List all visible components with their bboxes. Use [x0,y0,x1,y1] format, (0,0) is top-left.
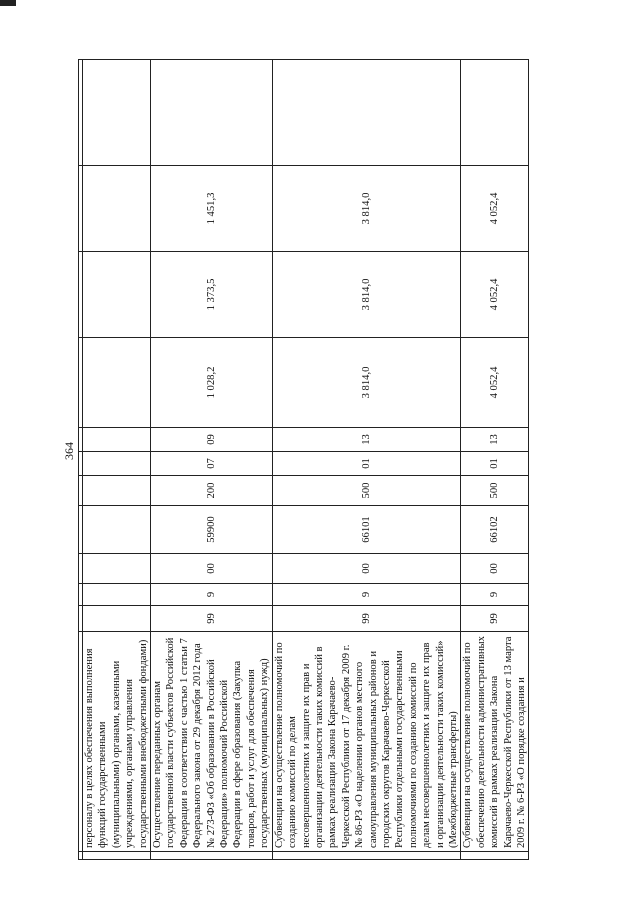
code-subsection: 09 [151,428,273,452]
code-group: 00 [151,554,273,584]
amount-col-3: 4 052,4 [461,166,529,252]
table-row [461,60,529,860]
row-description: Субвенции на осуществление полномочий по обеспечению деятельности административных комиссий в рамках реализации Закона Карачаево-Черкесской Республики от 13 марта 2009 г. № 6-РЗ «О порядке создания и [461,632,529,852]
code-program: 99 [272,606,461,632]
rotated-page [78,60,608,860]
code-expense-type: 200 [151,476,273,506]
budget-table [78,59,529,860]
code-section: 01 [272,452,461,476]
code-direction [83,506,151,554]
code-subprogram: 9 [461,584,529,606]
code-subprogram: 9 [151,584,273,606]
amount-col-3: 1 451,3 [151,166,273,252]
code-expense-type: 500 [272,476,461,506]
code-group: 00 [461,554,529,584]
amount-col-2 [83,252,151,338]
table-row [83,60,151,860]
amount-col-1: 1 028,2 [151,338,273,428]
code-expense-type: 500 [461,476,529,506]
code-expense-type [83,476,151,506]
amount-col-2: 4 052,4 [461,252,529,338]
code-direction: 66102 [461,506,529,554]
table-row [272,60,461,860]
code-program [83,606,151,632]
amount-col-3 [83,166,151,252]
amount-col-1: 3 814,0 [272,338,461,428]
code-subprogram [83,584,151,606]
amount-col-2: 3 814,0 [272,252,461,338]
code-direction: 66101 [272,506,461,554]
code-direction: 59900 [151,506,273,554]
code-section [83,452,151,476]
row-description: Осуществление переданных органам государственной власти субъектов Российской Федерации в соответствии с частью 1 статьи 7 Федерального закона от 29 декабря 2012 года № 273-ФЗ «Об образовании в Российской Федерации» полномочий Российской Федерации в сфере образования (Закупка товаров, работ и услуг для обеспечения государственных (муниципальных) нужд) [151,632,273,852]
code-program: 99 [461,606,529,632]
code-section: 07 [151,452,273,476]
scan-corner-mark [0,0,16,6]
table-row [151,60,273,860]
page-number: 364 [62,442,76,460]
row-description: Субвенции на осуществление полномочий по созданию комиссий по делам несовершеннолетних и защите их прав и организации деятельности таких комиссий в рамках реализации Закона Карачаево-Черкесской Республики от 17 декабря 2009 г. № 86-РЗ «О наделении органов местного самоуправления муниципальных районов и городских округов Карачаево-Черкесской Республики отдельными государственными полномочиями по созданию комиссий по делам несовершеннолетних и защите их прав и организации деятельности таких комиссий» (Межбюджетные трансферты) [272,632,461,852]
code-subprogram: 9 [272,584,461,606]
code-group: 00 [272,554,461,584]
code-group [83,554,151,584]
code-subsection: 13 [272,428,461,452]
code-subsection [83,428,151,452]
code-subsection: 13 [461,428,529,452]
code-section: 01 [461,452,529,476]
amount-col-1: 4 052,4 [461,338,529,428]
code-program: 99 [151,606,273,632]
amount-col-1 [83,338,151,428]
row-description: персоналу в целях обеспечения выполнения функций государственными (муниципальными) органами, казенными учреждениями, органами управления государственными внебюджетными фондами) [83,632,151,852]
amount-col-2: 1 373,5 [151,252,273,338]
amount-col-3: 3 814,0 [272,166,461,252]
